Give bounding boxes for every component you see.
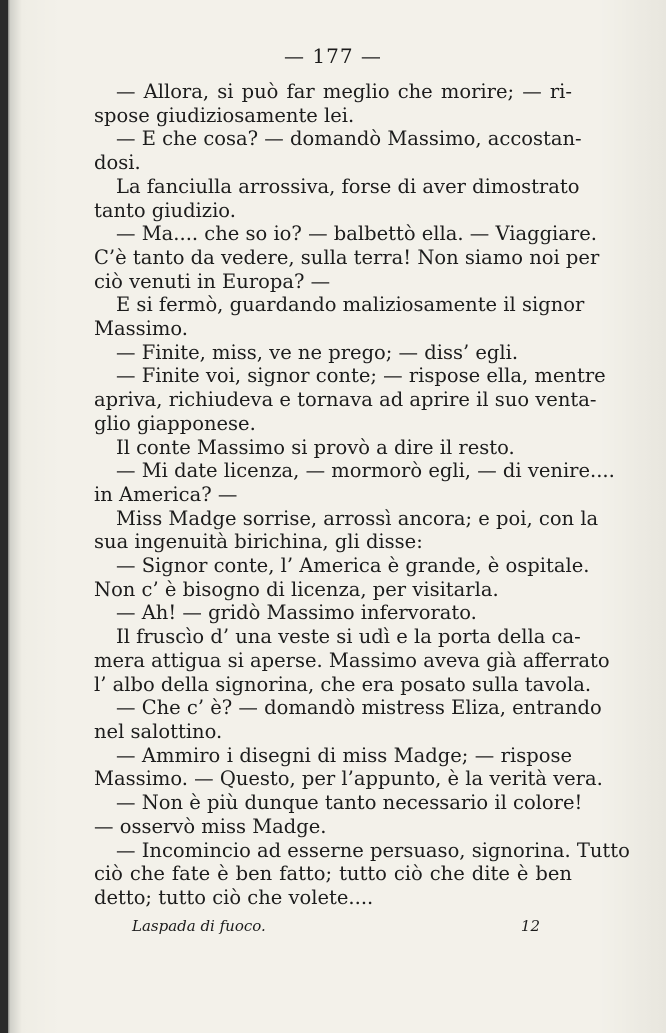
text-line: Miss Madge sorrise, arrossì ancora; e poi, con la [116,506,599,530]
text-line: glio giapponese. [94,411,256,435]
text-line: Il conte Massimo si provò a dire il resto. [116,435,515,459]
text-line: — Che c’ è? — domandò mistress Eliza, entrando [116,696,602,720]
text-line: — osservò miss Madge. [94,814,327,838]
text-line: mera attigua si aperse. Massimo aveva già afferrato [94,648,610,672]
text-line: — Ammiro i disegni di miss Madge; — rispose [116,743,572,767]
text-line: tanto giudizio. [94,198,236,222]
text-line: — E che cosa? — domandò Massimo, accostan- [116,127,582,151]
text-line: ciò venuti in Europa? — [94,269,331,293]
text-line: sua ingenuità birichina, gli disse: [94,530,423,554]
book-spine-shadow [0,0,8,1033]
text-line: — Non è più dunque tanto necessario il colore! [116,791,583,815]
text-line: ciò che fate è ben fatto; tutto ciò che dite è ben [94,862,572,886]
text-line: — Allora, si può far meglio che morire; — ri- [116,80,572,103]
text-line: — Finite, miss, ve ne prego; — diss’ egli. [116,340,519,364]
text-line: — Signor conte, l’ America è grande, è ospitale. [116,554,590,578]
page-number: — 177 — [284,44,382,68]
text-line: nel salottino. [94,719,223,743]
text-line: Massimo. [94,317,188,341]
text-line: — Mi date licenza, — mormorò egli, — di venire.... [116,459,615,483]
text-line: C’è tanto da vedere, sulla terra! Non siamo noi per [94,245,600,269]
text-line: l’ albo della signorina, che era posato sulla tavola. [94,672,592,696]
text-line: in America? — [94,482,238,506]
text-line: dosi. [94,151,141,175]
text-line: E si fermò, guardando maliziosamente il signor [116,293,585,317]
text-line: La fanciulla arrossiva, forse di aver dimostrato [116,174,580,198]
text-line: — Ma.... che so io? — balbettò ella. — Viaggiare. [116,222,597,246]
signature-number: 12 [520,917,540,935]
text-line: Massimo. — Questo, per l’appunto, è la verità vera. [94,767,603,791]
body-text [94,80,630,910]
page-footer [132,917,562,935]
text-line: Non c’ è bisogno di licenza, per visitarla. [94,577,499,601]
text-line: detto; tutto ciò che volete.... [94,885,374,909]
signature-mark: Laspada di fuoco. [132,917,266,935]
text-line: — Incomincio ad esserne persuaso, signorina. Tutto [116,838,630,862]
text-line: Il fruscìo d’ una veste si udì e la porta della ca- [116,625,581,649]
text-line: — Ah! — gridò Massimo infervorato. [116,601,477,625]
text-line: spose giudiziosamente lei. [94,103,355,127]
text-line: — Finite voi, signor conte; — rispose ella, mentre [116,364,606,388]
text-line: apriva, richiudeva e tornava ad aprire il suo venta- [94,388,597,412]
